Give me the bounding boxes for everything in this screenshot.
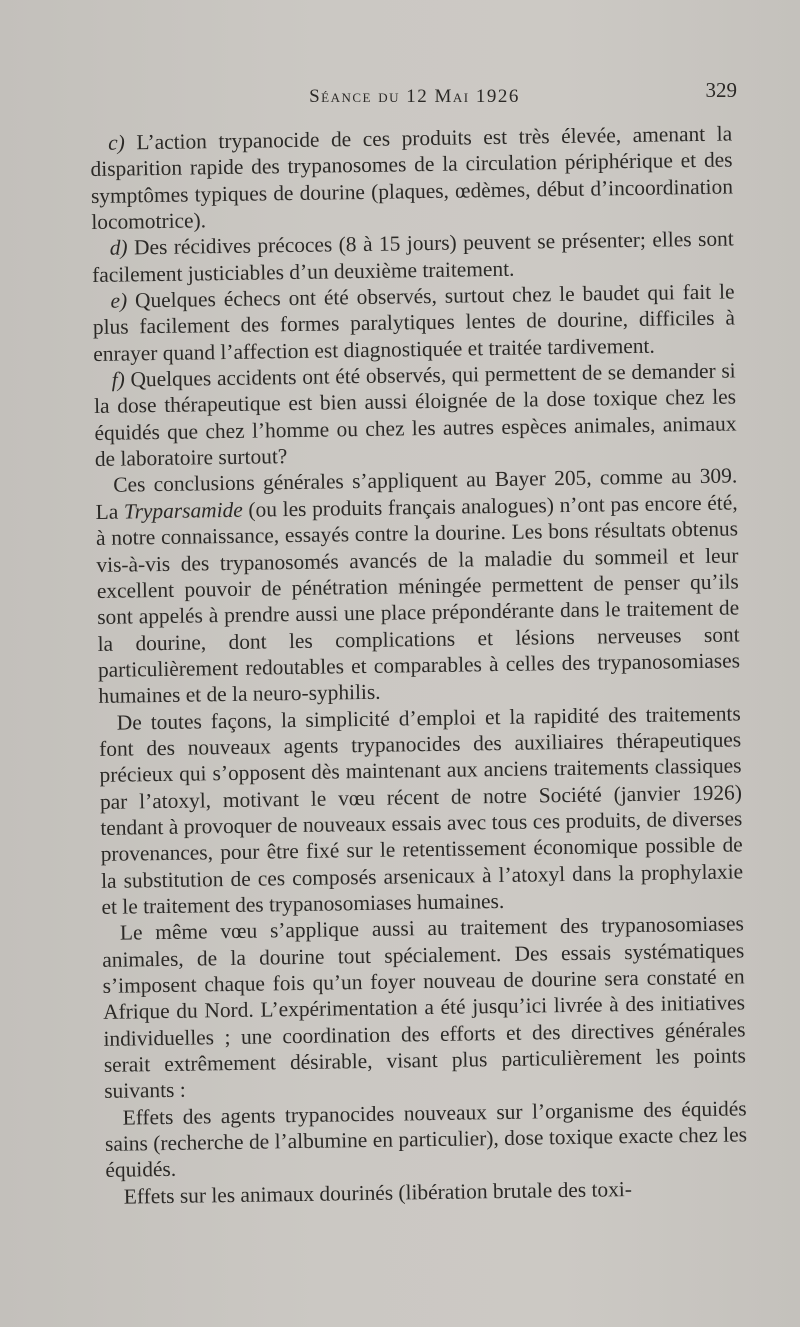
paragraph-conclusions	[95, 463, 740, 710]
paragraph-f	[94, 358, 737, 473]
paragraph-e-text: Quelques échecs ont été observés, surtout chez le baudet qui fait le plus facilement des formes paralytiques lentes de dourine, difficiles à enrayer quand l’affection est diagnostiquée et traitée tardivement.	[92, 279, 736, 366]
paragraph-simplicite: De toutes façons, la simplicité d’emploi et la rapidité des traitements font des nouveaux agents trypanocides des auxiliaires thérapeutiques précieux qui s’opposent dès maintenant aux anciens traitements classiques par l’atoxyl, motivant le vœu récent de notre Société (janvier 1926) tendant à provoquer de nouveaux essais avec tous ces produits, de diverses provenances, pour être fixé sur le retentissement économique possible de la substitution de ces composés arsenicaux à l’atoxyl dans la prophylaxie et le traitement des trypanosomiases humaines.	[99, 700, 744, 919]
item-label-e: e)	[110, 288, 128, 313]
paragraph-c-text: L’action trypanocide de ces produits est très élevée, amenant la disparition rapide des trypanosomes de la circulation périphérique et des symptômes typiques de dourine (plaques, œdèmes, début d’incoordination locomotrice).	[90, 121, 734, 235]
paragraph-effets-sains: Effets des agents trypanocides nouveaux sur l’organisme des équidés sains (recherche de l’albumine en particulier), dose toxique exacte chez les équidés.	[104, 1096, 748, 1183]
paragraph-voeu: Le même vœu s’applique aussi au traitement des trypanosomiases animales, de la dourine tout spécialement. Des essais systématiques s’imposent chaque fois qu’un foyer nouveau de dourine sera constaté en Afrique du Nord. L’expérimentation a été jusqu’ici livrée à des initiatives individuelles ; une coordination des efforts et des directives générales serait extrêmement désirable, visant plus particulièrement les points suivants :	[102, 911, 746, 1104]
running-title: Séance du 12 Mai 1926	[309, 86, 520, 107]
paragraph-e	[92, 279, 735, 368]
paragraph-d	[92, 226, 735, 288]
paragraph-f-text: Quelques accidents ont été observés, qui permettent de se demander si la dose thérapeutique est bien aussi éloignée de la dose toxique chez les équidés que chez l’homme ou chez les autres espèces animales, animaux de laboratoire surtout?	[93, 358, 737, 472]
page-header	[92, 78, 737, 108]
tryparsamide-term: Tryparsamide	[123, 497, 243, 524]
paragraph-effets-dourines: Effets sur les animaux dourinés (libération brutale des toxi-	[123, 1176, 633, 1209]
item-label-f: f)	[111, 367, 125, 392]
paragraph-d-text: Des récidives précoces (8 à 15 jours) peuvent se présenter; elles sont facilement justiciables d’un deuxième traitement.	[91, 226, 734, 287]
paragraph-c	[90, 120, 733, 235]
page-number: 329	[705, 78, 737, 102]
paragraph-conclusions-after: (ou les produits français analogues) n’ont pas encore été, à notre connaissance, essayés contre la dourine. Les bons résultats obtenus vis-à-vis des trypanosomés avancés de la maladie du sommeil et leur excellent pouvoir de pénétration méningée permettent de penser qu’ils sont appelés à prendre aussi une place prépondérante dans le traitement de la dourine, dont les complications et lésions nerveuses sont particulièrement redoutables et comparables à celles des trypanosomiases humaines et de la neuro-syphilis.	[95, 490, 741, 709]
body-text	[90, 120, 748, 1209]
item-label-d: d)	[109, 235, 128, 261]
item-label-c: c)	[108, 130, 125, 155]
paragraph-conclusions-before: Ces conclusions générales s’appliquent au Bayer 205, comme au 309. La	[95, 463, 738, 524]
